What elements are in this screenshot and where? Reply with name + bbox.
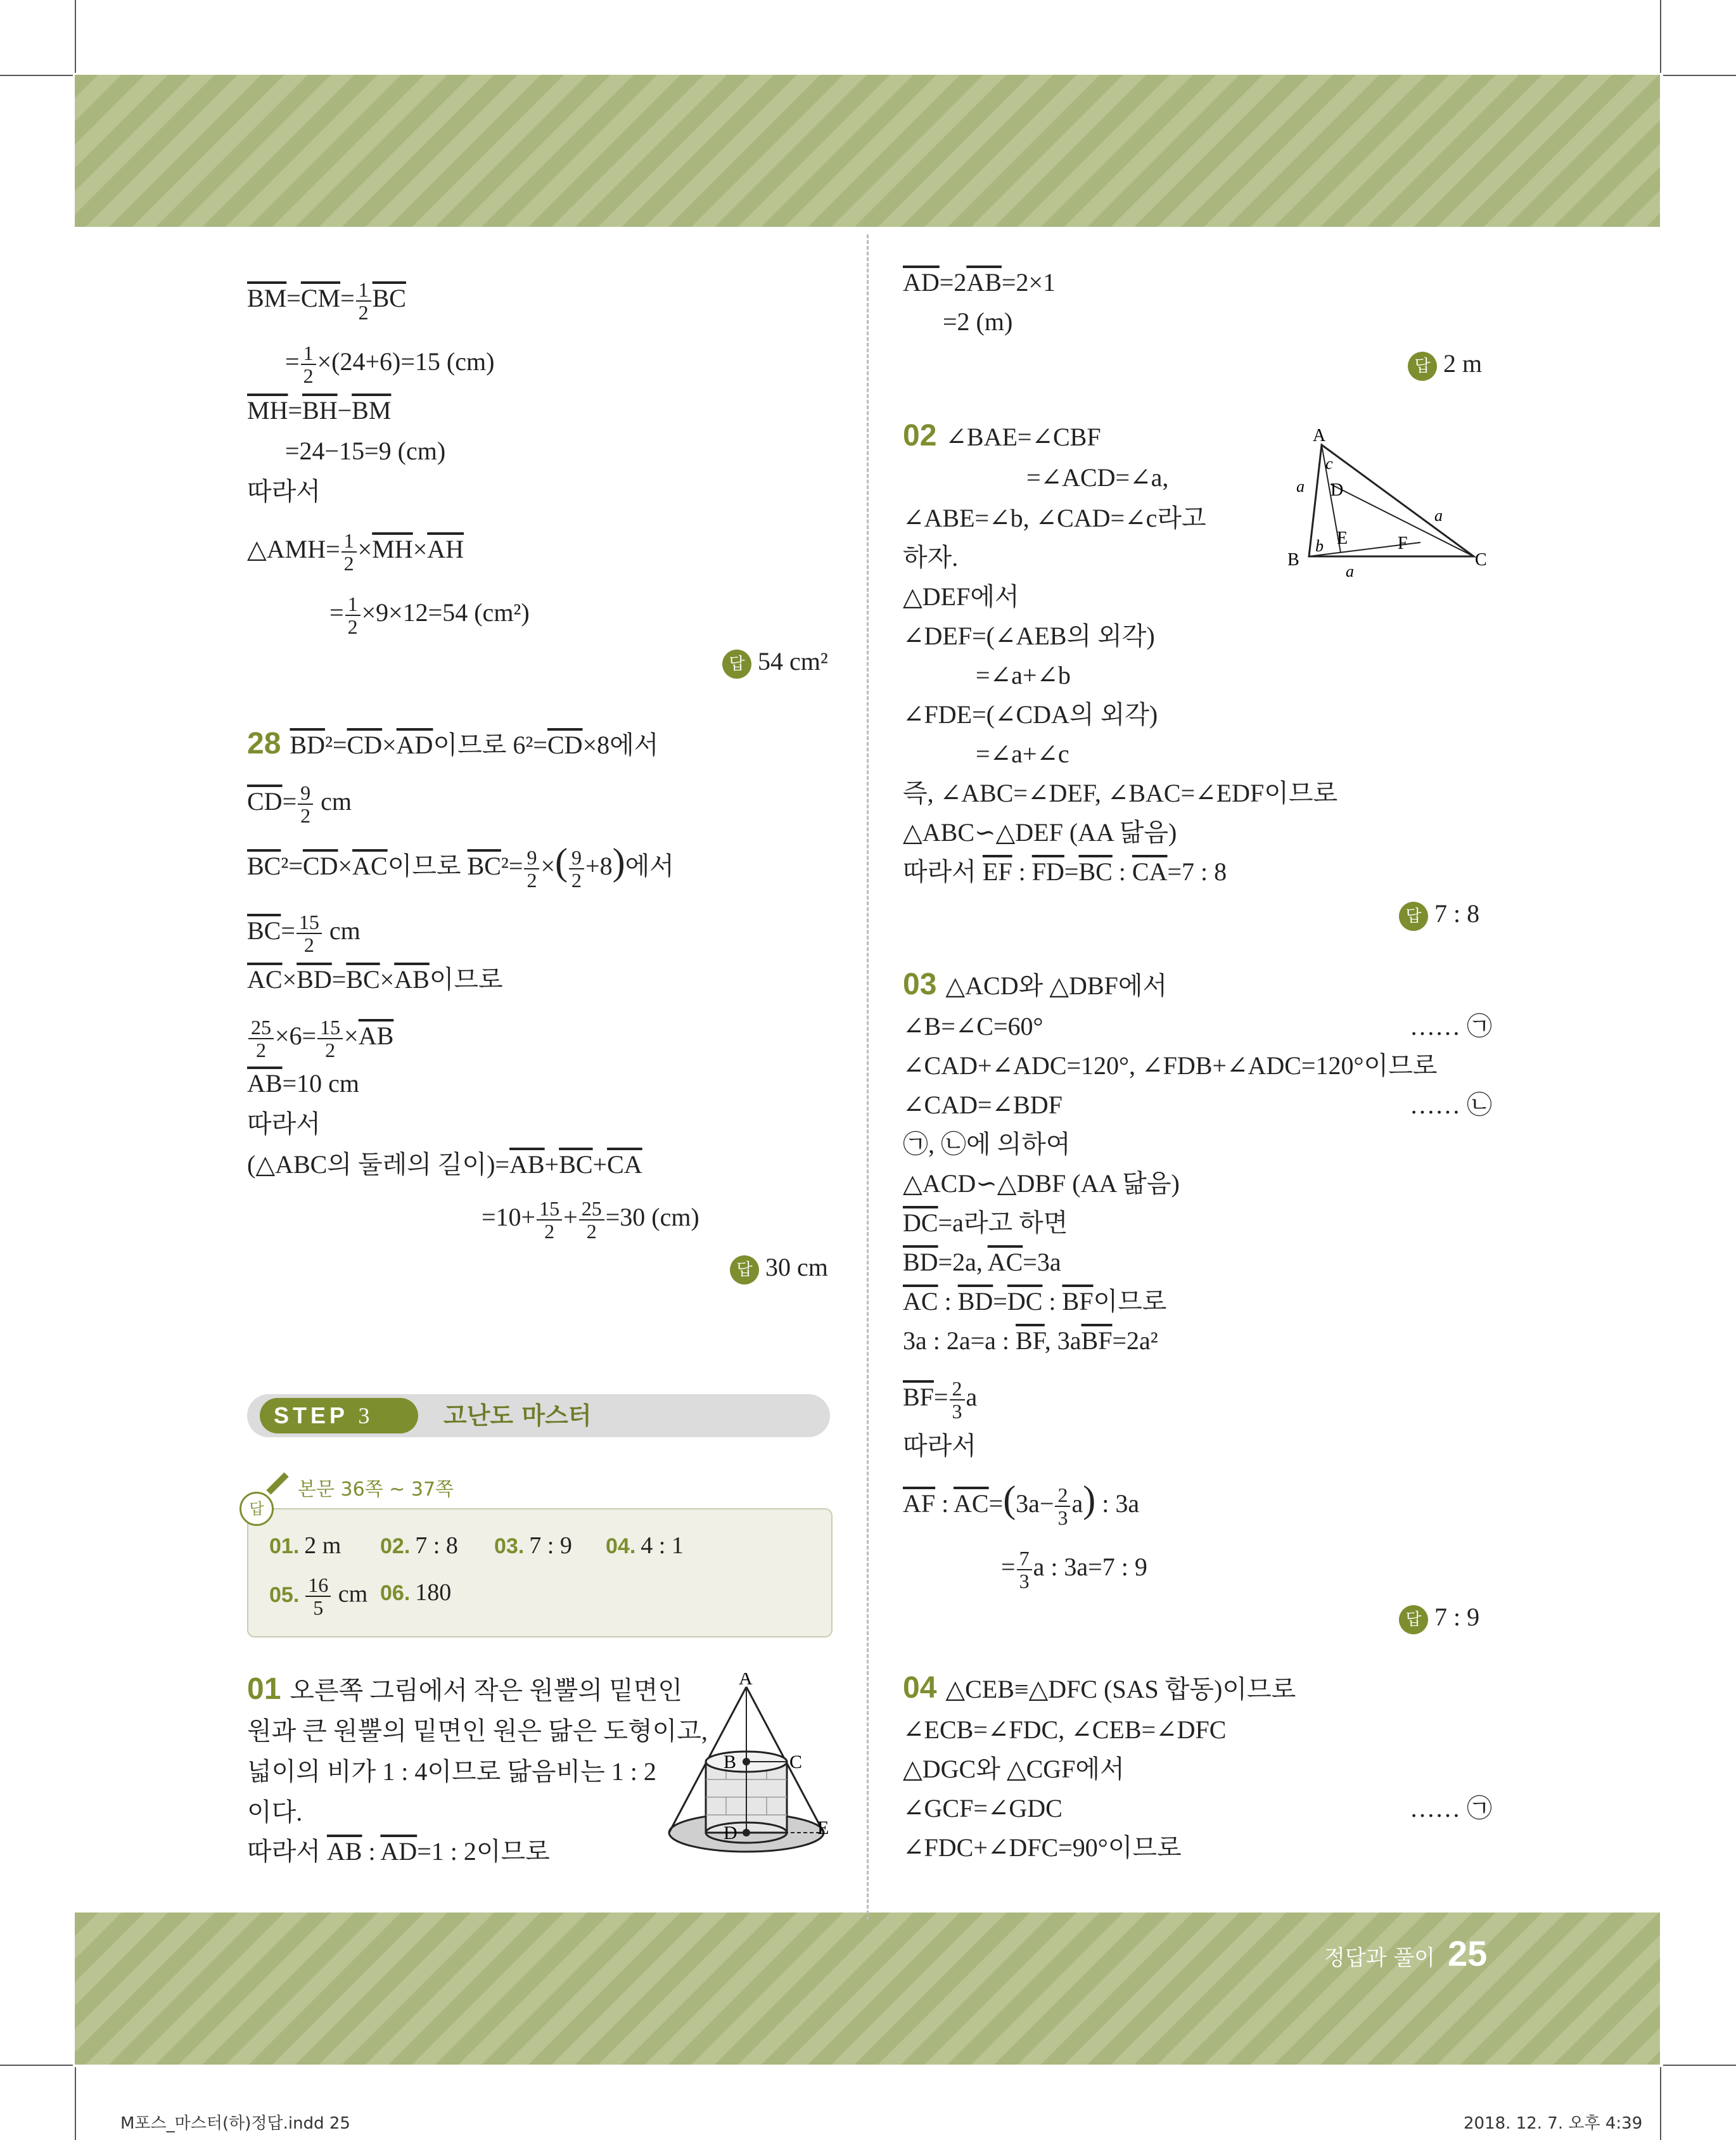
fraction: $\frac{2}{3}$	[950, 1378, 965, 1422]
footer-filename: M포스_마스터(하)정답.indd 25	[120, 2114, 350, 2133]
solution-line: $\overline{BD}=2a$, $\overline{AC}=3a$	[903, 1248, 1061, 1276]
fraction: $\frac{25}{2}$	[248, 1016, 274, 1061]
solution-line: ∠B=∠C=60°	[903, 1012, 1044, 1041]
crop-mark	[1663, 75, 1736, 76]
answer-item: 04. 4 : 1	[606, 1532, 684, 1559]
step-pill: STEP 3	[260, 1398, 418, 1433]
label-C: C	[1475, 550, 1487, 570]
answer-line: 답 2 m	[1408, 349, 1482, 381]
solution-line: 넓이의 비가 1 : 4이므로 닮음비는 1 : 2	[247, 1757, 656, 1786]
solution-line: 02 ∠BAE=∠CBF	[903, 419, 1101, 452]
footer-band	[75, 1913, 1660, 2065]
fraction: $\frac{9}{2}$	[569, 847, 584, 891]
fraction: $\frac{25}{2}$	[579, 1198, 604, 1242]
solution-line: 즉, ∠ABC=∠DEF, ∠BAC=∠EDF이므로	[903, 779, 1338, 807]
answer-item: 03. 7 : 9	[494, 1532, 572, 1559]
answer-item: 05. $\frac{16}{5}$ cm	[269, 1573, 368, 1619]
label-A: A	[1313, 426, 1326, 445]
answer-item: 06. 180	[380, 1579, 452, 1606]
footer-date: 2018. 12. 7. 오후 4:39	[1464, 2114, 1643, 2133]
answer-icon: 답	[239, 1492, 274, 1526]
solution-line: 3a : 2a=a : $\overline{BF}$, $3a\overline{BF}=2a^2$	[903, 1326, 1158, 1355]
solution-line: ∠GCF=∠GDC	[903, 1794, 1063, 1823]
fraction: $\frac{2}{3}$	[1055, 1484, 1070, 1528]
solution-line: 28 $\overline{BD}^2=\overline{CD}\times\overline{AD}$이므로 $6^2=\overline{CD}\times 8$에서	[247, 727, 659, 760]
label-D: D	[1331, 480, 1344, 500]
solution-line: $\overline{AD}=2\overline{AB}=2\times 1$	[903, 268, 1056, 297]
crop-mark	[0, 75, 73, 76]
crop-mark	[75, 2067, 76, 2140]
fraction: $\frac{16}{5}$	[305, 1574, 331, 1618]
label-A: A	[739, 1673, 753, 1689]
fraction: $\frac{15}{2}$	[537, 1198, 562, 1242]
solution-line: ∠FDE=(∠CDA의 외각)	[903, 700, 1158, 729]
solution-line: $\overline{BC}=$ $\frac{15}{2}$ cm	[247, 911, 361, 956]
solution-line: 하자.	[903, 543, 959, 572]
answer-line: 답 7 : 9	[1399, 1602, 1479, 1634]
solution-line: $\overline{AB}=10$ cm	[247, 1069, 360, 1098]
solution-line: $\overline{DC}=a$라고 하면	[903, 1208, 1068, 1237]
solution-line: △ACD∽△DBF (AA 닮음)	[903, 1169, 1180, 1198]
solution-line: 03 △ACD와 △DBF에서	[903, 968, 1168, 1001]
solution-line: ∠DEF=(∠AEB의 외각)	[903, 622, 1155, 650]
solution-line: △DGC와 △CGF에서	[903, 1755, 1125, 1783]
step-title: 고난도 마스터	[444, 1402, 592, 1430]
crop-mark	[75, 0, 76, 73]
solution-line: = $\frac{7}{3}$ a : 3a=7 : 9	[1001, 1547, 1147, 1592]
triangle-figure	[1286, 418, 1495, 589]
answer-box-label: 본문 36쪽 ~ 37쪽	[298, 1478, 454, 1501]
angle-c: c	[1325, 454, 1333, 473]
solution-line: ∠CAD=∠BDF	[903, 1091, 1063, 1119]
solution-line: 이다.	[247, 1798, 303, 1826]
solution-line: $\overline{AC}\times\overline{BD}=\overline{BC}\times\overline{AB}$이므로	[247, 965, 503, 994]
label-D: D	[724, 1823, 737, 1843]
angle-a: a	[1346, 562, 1354, 580]
solution-line: =∠a+∠c	[976, 740, 1069, 768]
solution-line: =2 (m)	[943, 307, 1013, 336]
crop-mark	[1663, 2065, 1736, 2066]
page-label: 정답과 풀이	[1324, 1945, 1436, 1971]
label-B: B	[724, 1752, 737, 1772]
point-D	[743, 1829, 750, 1836]
crop-mark	[0, 2065, 73, 2066]
problem-number: 02	[903, 419, 937, 452]
solution-line: 따라서	[903, 1432, 976, 1460]
fraction: $\frac{1}{2}$	[341, 530, 357, 574]
solution-line: (△ABC의 둘레의 길이)$=\overline{AB}+\overline{BC}+\overline{CA}$	[247, 1150, 642, 1179]
solution-line: $\overline{CD}=$ $\frac{9}{2}$ cm	[247, 781, 352, 827]
solution-line: $\frac{25}{2}$ ×6= $\frac{15}{2}$ $\times\overline{AB}$	[247, 1016, 393, 1061]
solution-line: 따라서 $\overline{AB}$ : $\overline{AD}=1$ : 2이므로	[247, 1837, 550, 1866]
page-number: 25	[1448, 1933, 1488, 1973]
triangle-ABC	[1309, 445, 1474, 556]
answer-badge: 답	[1399, 902, 1428, 931]
label-F: F	[1398, 534, 1408, 553]
header-band	[75, 75, 1660, 227]
label-B: B	[1287, 550, 1299, 570]
answer-line: 답 7 : 8	[1399, 899, 1479, 931]
problem-number: 03	[903, 968, 937, 1001]
answer-badge: 답	[722, 650, 751, 679]
solution-line: 01 오른쪽 그림에서 작은 원뿔의 밑면인	[247, 1672, 682, 1706]
problem-number: 28	[247, 727, 281, 760]
step-banner	[247, 1394, 830, 1437]
solution-line: =10+ $\frac{15}{2}$ + $\frac{25}{2}$ =30 (cm)	[482, 1197, 699, 1243]
fraction: $\frac{15}{2}$	[317, 1016, 343, 1061]
solution-line: ∠FDC+∠DFC=90°이므로	[903, 1833, 1182, 1862]
solution-line: 04 △CEB≡△DFC (SAS 합동)이므로	[903, 1671, 1296, 1705]
label-C: C	[789, 1752, 803, 1772]
problem-number: 01	[247, 1672, 281, 1706]
label-E: E	[1337, 529, 1348, 548]
solution-line: ∠ECB=∠FDC, ∠CEB=∠DFC	[903, 1715, 1227, 1744]
answer-badge: 답	[1399, 1605, 1428, 1634]
answer-line: 답 30 cm	[730, 1252, 828, 1285]
solution-line: 따라서	[247, 477, 321, 506]
column-divider	[867, 234, 869, 1920]
solution-line: =∠a+∠b	[976, 661, 1071, 689]
solution-line: = $\frac{1}{2}$ ×(24+6)=15 (cm)	[285, 342, 495, 387]
point-B	[743, 1758, 750, 1765]
cone-figure	[665, 1673, 849, 1863]
solution-line: 원과 큰 원뿔의 밑면인 원은 닮은 도형이고,	[247, 1717, 708, 1745]
answer-item: 02. 7 : 8	[380, 1532, 458, 1559]
solution-line: $\overline{BF}=$ $\frac{2}{3}$ a	[903, 1377, 978, 1423]
solution-line: 따라서	[247, 1110, 321, 1138]
solution-line: ∠ABE=∠b, ∠CAD=∠c라고	[903, 504, 1206, 532]
label-E: E	[817, 1817, 829, 1838]
fraction: $\frac{1}{2}$	[301, 342, 316, 387]
answer-item: 01. 2 m	[269, 1532, 341, 1559]
solution-line: $\overline{AC}$ : $\overline{BD}=\overline{DC}$ : $\overline{BF}$이므로	[903, 1287, 1167, 1316]
fraction: $\frac{1}{2}$	[345, 593, 361, 638]
solution-line: $\overline{MH}=\overline{BH}-\overline{BM}$	[247, 396, 392, 425]
solution-line: $\overline{BC}^2=\overline{CD}\times\overline{AC}$이므로 $\overline{BC}^2=$ $\frac{9}{2}$ ×( $\frac{9}{2}$ +8)에서	[247, 841, 674, 892]
solution-line: △AMH= $\frac{1}{2}$ $\times\overline{MH}\times\overline{AH}$	[247, 529, 464, 575]
marker: …… ㉡	[1410, 1091, 1492, 1119]
fraction: $\frac{7}{3}$	[1017, 1547, 1032, 1592]
solution-line: =∠ACD=∠a,	[1026, 463, 1169, 492]
answer-badge: 답	[730, 1255, 759, 1285]
answer-badge: 답	[1408, 352, 1437, 381]
fraction: $\frac{15}{2}$	[297, 911, 322, 956]
fraction: $\frac{1}{2}$	[356, 279, 371, 323]
crop-mark	[1660, 2067, 1661, 2140]
crop-mark	[1660, 0, 1661, 73]
solution-line: = $\frac{1}{2}$ ×9×12=54 (cm²)	[329, 593, 530, 638]
solution-line: ㉠, ㉡에 의하여	[903, 1130, 1071, 1158]
solution-line: ∠CAD+∠ADC=120°, ∠FDB+∠ADC=120°이므로	[903, 1051, 1438, 1080]
pencil-icon	[266, 1472, 288, 1494]
angle-a: a	[1434, 506, 1443, 525]
solution-line: $\overline{AF}$ : $\overline{AC}=(3a-$ $\frac{2}{3}$ a) : 3a	[903, 1478, 1140, 1529]
solution-line: △DEF에서	[903, 582, 1019, 611]
marker: …… ㉠	[1410, 1012, 1492, 1041]
solution-line: 따라서 $\overline{EF}$ : $\overline{FD}=\overline{BC}$ : $\overline{CA}=7$ : 8	[903, 857, 1227, 886]
answer-line: 답 54 cm²	[722, 646, 828, 679]
fraction: $\frac{9}{2}$	[298, 782, 313, 826]
solution-line: $\overline{BM}=\overline{CM}=$ $\frac{1}{2}$ $\overline{BC}$	[247, 278, 406, 324]
problem-number: 04	[903, 1671, 937, 1705]
solution-line: △ABC∽△DEF (AA 닮음)	[903, 818, 1177, 847]
angle-a: a	[1296, 477, 1305, 496]
solution-line: =24−15=9 (cm)	[285, 437, 446, 465]
marker: …… ㉠	[1410, 1794, 1492, 1823]
fraction: $\frac{9}{2}$	[524, 847, 539, 891]
angle-b: b	[1315, 537, 1324, 555]
